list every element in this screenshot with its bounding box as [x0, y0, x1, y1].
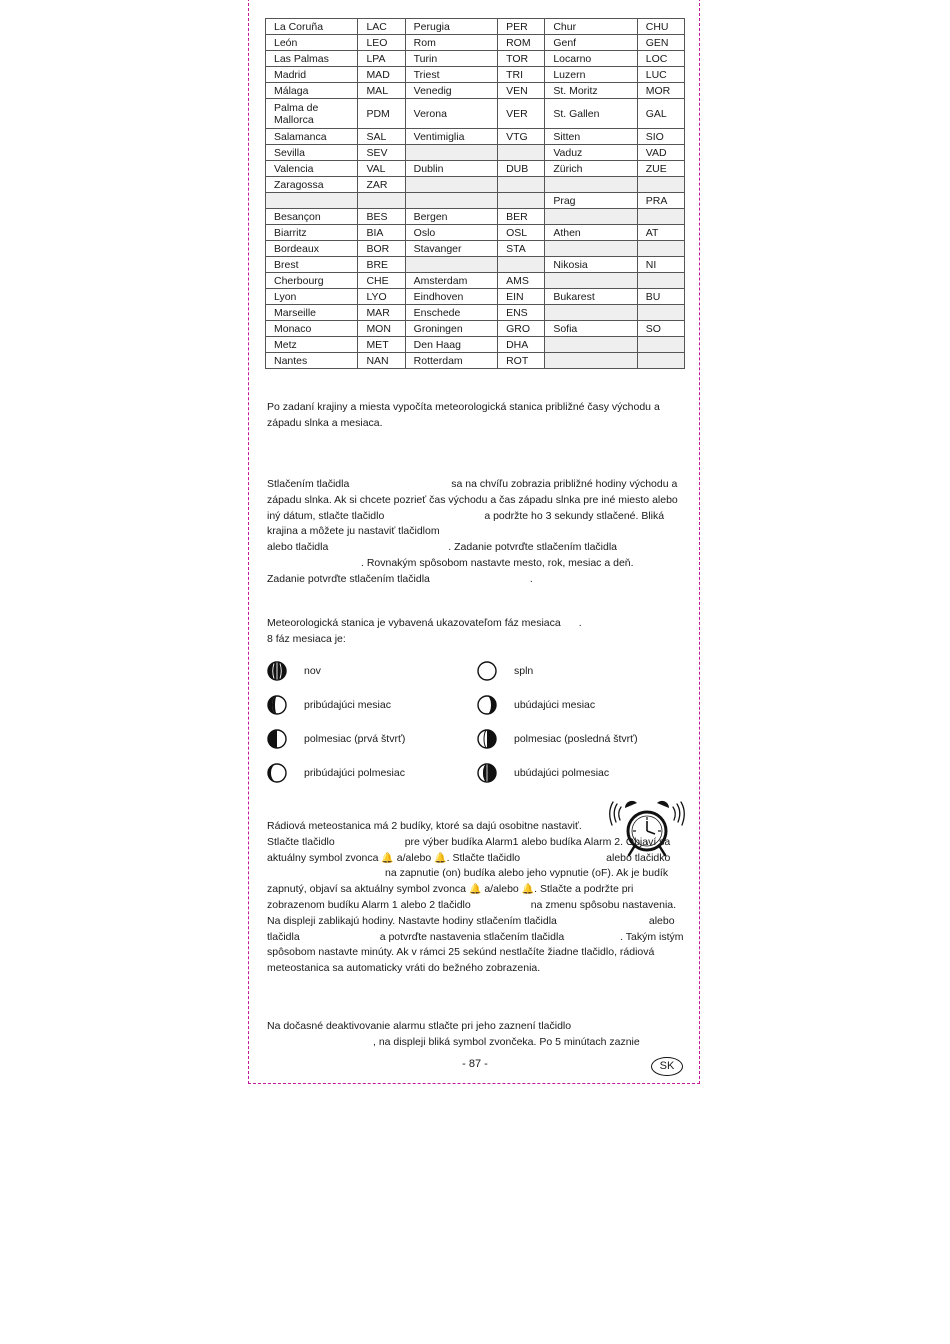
table-row	[266, 145, 685, 161]
city-code-cell: MAD	[358, 67, 405, 83]
city-code-cell: LOC	[637, 51, 684, 67]
city-name-cell: Sevilla	[266, 145, 358, 161]
city-code-table	[265, 18, 685, 369]
city-name-cell: Málaga	[266, 83, 358, 99]
moon-phase-item	[267, 763, 405, 783]
city-name-cell: Luzern	[545, 67, 637, 83]
city-code-cell: BU	[637, 289, 684, 305]
city-name-cell: Vaduz	[545, 145, 637, 161]
instr-text-a: Stlačením tlačidla	[267, 478, 350, 490]
city-code-cell	[637, 337, 684, 353]
instr-text-g: Zadanie potvrďte stlačením tlačidla	[267, 572, 430, 585]
full-moon-icon	[477, 661, 514, 681]
city-code-cell: DHA	[498, 337, 545, 353]
instr-text-c: a podržte ho 3 sekundy stlačené. Bliká krajina a môžete ju nastaviť tlačidlom	[267, 509, 665, 538]
page-number: - 87 -	[462, 1058, 488, 1070]
table-row	[266, 305, 685, 321]
table-row	[266, 51, 685, 67]
city-code-cell	[637, 353, 684, 369]
waxing-gibbous-icon	[267, 763, 304, 783]
city-name-cell	[545, 353, 637, 369]
city-name-cell: Monaco	[266, 321, 358, 337]
table-row	[266, 35, 685, 51]
city-name-cell: Sitten	[545, 129, 637, 145]
moon-phase-intro-end: .	[578, 617, 582, 629]
moon-phase-label: spln	[514, 665, 534, 677]
city-code-cell: BES	[358, 209, 405, 225]
alarm-paragraph	[267, 819, 685, 977]
city-name-cell: St. Moritz	[545, 83, 637, 99]
sunrise-intro-text: Po zadaní krajiny a miesta vypočíta meteorologická stanica približné časy východu a západu slnka a mesiaca.	[267, 401, 660, 429]
city-code-cell: AMS	[498, 273, 545, 289]
city-name-cell: Locarno	[545, 51, 637, 67]
city-name-cell: Amsterdam	[405, 273, 497, 289]
city-name-cell: Chur	[545, 19, 637, 35]
city-name-cell: La Coruña	[266, 19, 358, 35]
city-code-cell: BER	[498, 209, 545, 225]
city-name-cell: Bukarest	[545, 289, 637, 305]
city-name-cell	[545, 337, 637, 353]
moon-phase-item	[477, 729, 638, 749]
table-row	[266, 67, 685, 83]
table-row	[266, 273, 685, 289]
city-code-cell: BOR	[358, 241, 405, 257]
city-name-cell: Zürich	[545, 161, 637, 177]
bell-icon: 🔔	[434, 852, 447, 864]
instr-text-b: sa na chvíľu zobrazia približné hodiny východu a západu slnka. Ak si chcete pozrieť čas východu a čas západu slnka pre iné miesto alebo iný dátum, stlačte tlačidlo	[267, 478, 678, 522]
table-row	[266, 241, 685, 257]
city-name-cell	[545, 305, 637, 321]
table-row	[266, 289, 685, 305]
city-code-cell: VAD	[637, 145, 684, 161]
table-row	[266, 99, 685, 129]
city-name-cell: Las Palmas	[266, 51, 358, 67]
instr-text-d: alebo tlačidla	[267, 541, 329, 554]
alarm-text-1: Rádiová meteostanica má 2 budíky, ktoré sa dajú osobitne nastaviť.	[267, 820, 582, 832]
table-row	[266, 209, 685, 225]
city-name-cell: Prag	[545, 193, 637, 209]
alarm-text-2b: pre výber budíka Alarm1 alebo budíka Alarm 2. Objaví sa aktuálny symbol zvonca	[267, 835, 671, 864]
city-code-cell: AT	[637, 225, 684, 241]
table-row	[266, 83, 685, 99]
city-code-cell: ZAR	[358, 177, 405, 193]
first-quarter-icon	[267, 729, 304, 749]
city-name-cell: Oslo	[405, 225, 497, 241]
city-name-cell: Athen	[545, 225, 637, 241]
alarm-text-4c: alebo tlačidla	[267, 914, 675, 943]
city-code-cell: OSL	[498, 225, 545, 241]
city-code-cell: GEN	[637, 35, 684, 51]
city-name-cell: Madrid	[266, 67, 358, 83]
city-code-cell: GRO	[498, 321, 545, 337]
city-code-cell: LUC	[637, 67, 684, 83]
city-name-cell: Stavanger	[405, 241, 497, 257]
table-row	[266, 257, 685, 273]
waxing-crescent-icon	[267, 695, 304, 715]
city-name-cell: Perugia	[405, 19, 497, 35]
moon-phase-item	[477, 763, 609, 783]
last-quarter-icon	[477, 729, 514, 749]
city-code-cell: EIN	[498, 289, 545, 305]
city-name-cell: Bordeaux	[266, 241, 358, 257]
city-code-cell: SAL	[358, 129, 405, 145]
city-code-cell	[637, 177, 684, 193]
city-code-cell: VTG	[498, 129, 545, 145]
city-name-cell: Salamanca	[266, 129, 358, 145]
city-name-cell: Turin	[405, 51, 497, 67]
alarm-and-or-1: a/alebo	[396, 851, 432, 864]
moon-phase-item	[267, 729, 405, 749]
city-code-cell: TRI	[498, 67, 545, 83]
city-name-cell: Ventimiglia	[405, 129, 497, 145]
city-code-cell: MON	[358, 321, 405, 337]
city-code-cell: LPA	[358, 51, 405, 67]
table-row	[266, 321, 685, 337]
city-code-cell: MET	[358, 337, 405, 353]
city-code-cell: ROM	[498, 35, 545, 51]
alarm-and-or-2: a/alebo	[484, 883, 519, 896]
city-code-cell	[637, 209, 684, 225]
city-code-cell: LYO	[358, 289, 405, 305]
waning-gibbous-icon	[477, 763, 514, 783]
city-code-cell: ZUE	[637, 161, 684, 177]
city-name-cell: Dublin	[405, 161, 497, 177]
city-name-cell	[545, 209, 637, 225]
city-name-cell: Valencia	[266, 161, 358, 177]
city-name-cell: Marseille	[266, 305, 358, 321]
city-name-cell: Metz	[266, 337, 358, 353]
city-code-cell	[498, 177, 545, 193]
moon-phase-label: polmesiac (posledná štvrť)	[514, 733, 638, 745]
table-row	[266, 337, 685, 353]
sunrise-intro-paragraph	[267, 400, 685, 432]
moon-phase-label: pribúdajúci polmesiac	[304, 767, 405, 779]
city-code-cell: SO	[637, 321, 684, 337]
city-code-cell: DUB	[498, 161, 545, 177]
table-row	[266, 225, 685, 241]
city-code-cell: PDM	[358, 99, 405, 129]
snooze-text-b: , na displeji bliká symbol zvončeka. Po 5 minútach zaznie	[373, 1035, 640, 1048]
city-name-cell: Nikosia	[545, 257, 637, 273]
city-code-cell: LEO	[358, 35, 405, 51]
instr-text-e: . Zadanie potvrďte stlačením tlačidla	[448, 541, 617, 554]
city-name-cell: Rotterdam	[405, 353, 497, 369]
alarm-text-3c: na zapnutie (on) budíka alebo jeho vypnutie (oF). Ak je budík zapnutý, objaví sa aktuálny symbol zvonca	[267, 867, 669, 896]
city-name-cell: Eindhoven	[405, 289, 497, 305]
bell-icon: 🔔	[468, 884, 482, 896]
city-code-cell	[358, 193, 405, 209]
table-row	[266, 193, 685, 209]
moon-phase-label: polmesiac (prvá štvrť)	[304, 733, 406, 745]
city-name-cell	[405, 193, 497, 209]
city-code-cell: STA	[498, 241, 545, 257]
instr-text-h: .	[529, 572, 533, 585]
moon-phase-count-text: 8 fáz mesiaca je:	[267, 632, 346, 645]
moon-phase-intro-text: Meteorologická stanica je vybavená ukazovateľom fáz mesiaca	[267, 617, 561, 629]
city-code-cell	[637, 241, 684, 257]
city-code-cell: NAN	[358, 353, 405, 369]
city-name-cell	[405, 177, 497, 193]
alarm-text-4d: a potvrďte nastavenia stlačením tlačidla	[379, 930, 565, 943]
city-name-cell: Sofia	[545, 321, 637, 337]
moon-phase-item	[477, 695, 595, 715]
bell-icon: 🔔	[381, 852, 394, 864]
city-name-cell: Besançon	[266, 209, 358, 225]
city-code-cell: TOR	[498, 51, 545, 67]
city-name-cell	[545, 241, 637, 257]
city-code-cell: CHE	[358, 273, 405, 289]
moon-phase-intro	[267, 616, 685, 648]
city-name-cell: St. Gallen	[545, 99, 637, 129]
moon-phase-label: ubúdajúci mesiac	[514, 699, 596, 711]
alarm-text-3b: alebo tlačidko	[606, 851, 671, 864]
snooze-text-a: Na dočasné deaktivovanie alarmu stlačte pri jeho zaznení tlačidlo	[267, 1020, 572, 1032]
table-row	[266, 177, 685, 193]
city-name-cell	[545, 273, 637, 289]
moon-phase-item	[267, 661, 321, 681]
snooze-paragraph	[267, 1019, 685, 1051]
alarm-text-3a: . Stlačte tlačidlo	[446, 851, 521, 864]
city-name-cell: Rom	[405, 35, 497, 51]
city-name-cell: Genf	[545, 35, 637, 51]
city-name-cell: Zaragossa	[266, 177, 358, 193]
new-moon-icon	[267, 661, 304, 681]
bell-icon: 🔔	[521, 884, 535, 896]
city-name-cell: Brest	[266, 257, 358, 273]
city-code-cell	[498, 257, 545, 273]
city-name-cell: Triest	[405, 67, 497, 83]
city-code-cell: BIA	[358, 225, 405, 241]
city-code-cell: LAC	[358, 19, 405, 35]
city-code-cell: BRE	[358, 257, 405, 273]
city-code-cell: ROT	[498, 353, 545, 369]
city-name-cell: Den Haag	[405, 337, 497, 353]
city-code-cell: MAR	[358, 305, 405, 321]
alarm-text-4e: . Takým istým spôsobom nastavte minúty. Ak v rámci 25 sekúnd nestlačíte žiadne tlačidlo, rádiová meteostanica sa automaticky vráti do bežného zobrazenia.	[267, 930, 684, 975]
city-name-cell: Enschede	[405, 305, 497, 321]
moon-phase-label: nov	[304, 665, 321, 677]
city-code-cell	[637, 273, 684, 289]
city-name-cell: Verona	[405, 99, 497, 129]
city-code-cell: NI	[637, 257, 684, 273]
city-name-cell: León	[266, 35, 358, 51]
language-badge: SK	[651, 1057, 683, 1076]
sunrise-instructions-paragraph	[267, 477, 685, 588]
city-code-cell: PRA	[637, 193, 684, 209]
city-code-cell	[498, 193, 545, 209]
city-code-cell	[498, 145, 545, 161]
moon-phase-label: pribúdajúci mesiac	[304, 699, 391, 711]
moon-phase-item	[477, 661, 533, 681]
city-name-cell: Nantes	[266, 353, 358, 369]
city-name-cell	[545, 177, 637, 193]
city-name-cell: Lyon	[266, 289, 358, 305]
city-name-cell	[405, 257, 497, 273]
city-code-cell: GAL	[637, 99, 684, 129]
city-code-cell: VER	[498, 99, 545, 129]
city-name-cell: Groningen	[405, 321, 497, 337]
table-row	[266, 19, 685, 35]
city-code-cell: CHU	[637, 19, 684, 35]
city-code-cell: VAL	[358, 161, 405, 177]
city-code-cell: MOR	[637, 83, 684, 99]
instr-text-f: . Rovnakým spôsobom nastavte mesto, rok, mesiac a deň.	[361, 556, 634, 569]
city-name-cell: Biarritz	[266, 225, 358, 241]
city-code-cell: SIO	[637, 129, 684, 145]
city-code-cell: ENS	[498, 305, 545, 321]
city-name-cell: Venedig	[405, 83, 497, 99]
city-code-cell: SEV	[358, 145, 405, 161]
alarm-text-4b: na zmenu spôsobu nastavenia. Na displeji zablikajú hodiny. Nastavte hodiny stlačením tlačidla	[267, 898, 677, 927]
moon-phase-label: ubúdajúci polmesiac	[514, 767, 610, 779]
city-name-cell	[266, 193, 358, 209]
table-row	[266, 353, 685, 369]
city-name-cell: Palma de Mallorca	[266, 99, 358, 129]
city-name-cell: Cherbourg	[266, 273, 358, 289]
table-row	[266, 129, 685, 145]
moon-phase-item	[267, 695, 391, 715]
city-code-cell	[637, 305, 684, 321]
city-code-cell: VEN	[498, 83, 545, 99]
table-row	[266, 161, 685, 177]
alarm-text-4a: . Stlačte a podržte pri zobrazenom budíku Alarm 1 alebo 2 tlačidlo	[267, 883, 634, 911]
city-name-cell: Bergen	[405, 209, 497, 225]
city-code-cell: MAL	[358, 83, 405, 99]
waning-crescent-icon	[477, 695, 514, 715]
city-code-cell: PER	[498, 19, 545, 35]
alarm-text-2a: Stlačte tlačidlo	[267, 835, 335, 848]
city-name-cell	[405, 145, 497, 161]
